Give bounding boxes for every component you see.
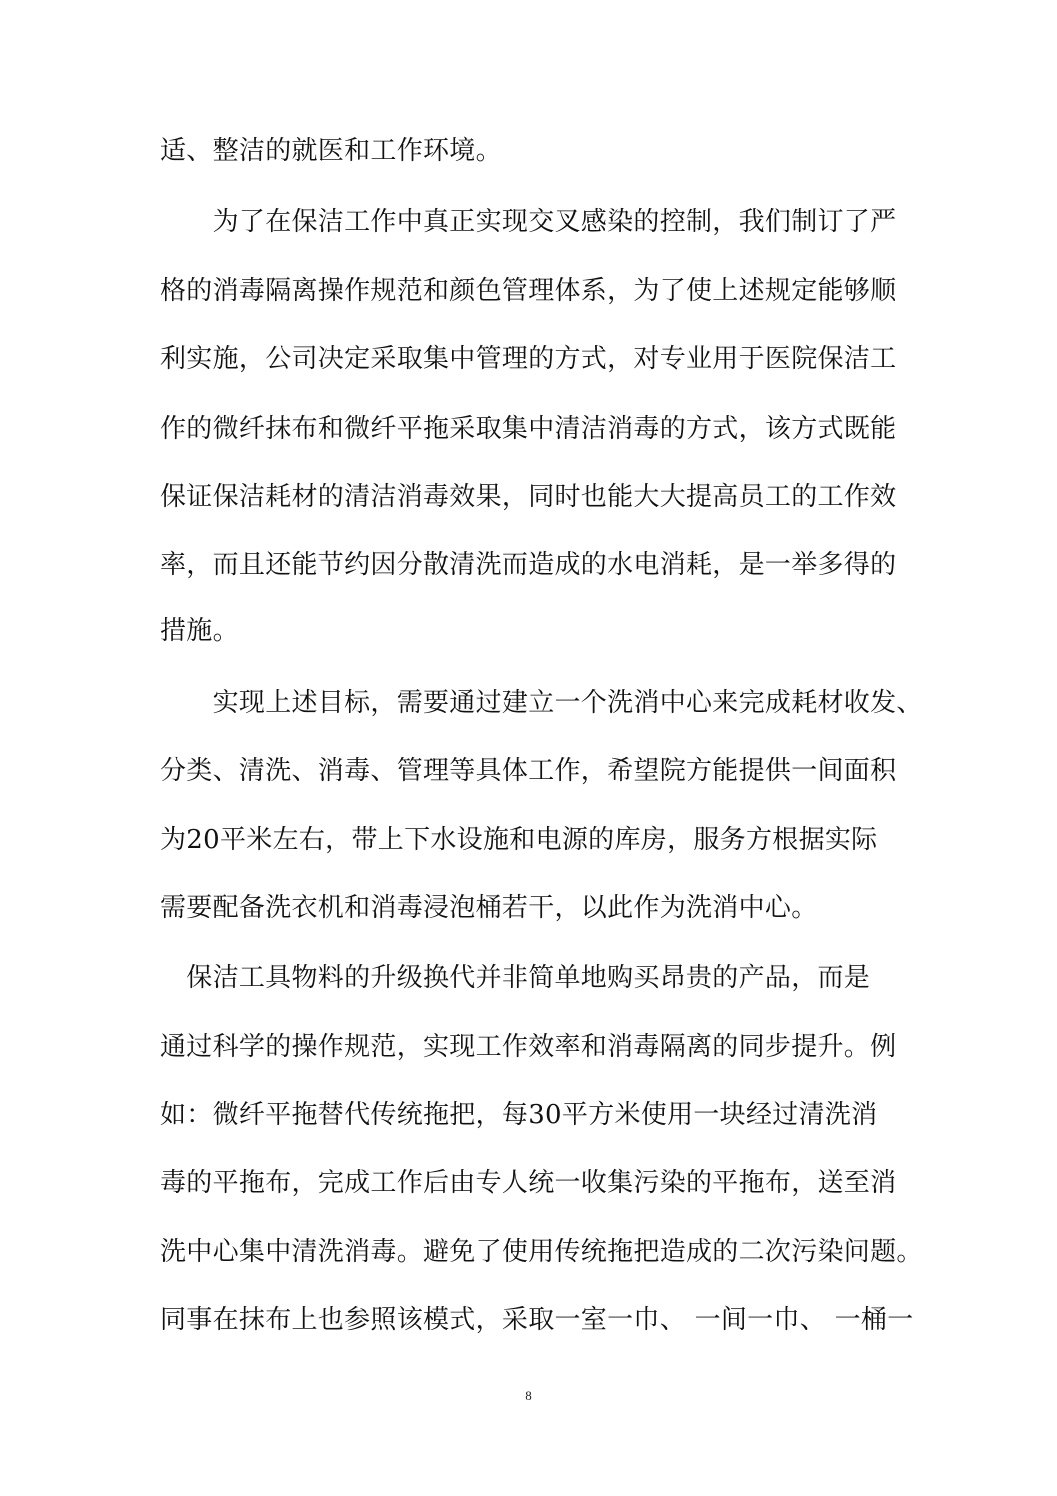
text-line: 措施。	[160, 616, 239, 646]
text-line: 如：微纤平拖替代传统拖把，每30平方米使用一块经过清洗消	[160, 1100, 878, 1130]
text-line: 分类、清洗、消毒、管理等具体工作，希望院方能提供一间面积	[160, 756, 897, 786]
page-number: 8	[525, 1388, 532, 1403]
text-line: 需要配备洗衣机和消毒浸泡桶若干，以此作为洗消中心。	[160, 893, 818, 923]
text-line: 实现上述目标，需要通过建立一个洗消中心来完成耗材收发、	[160, 688, 923, 718]
text-line: 保证保洁耗材的清洁消毒效果，同时也能大大提高员工的工作效	[160, 482, 897, 512]
text-line: 同事在抹布上也参照该模式，采取一室一巾、 一间一巾、 一桶一	[160, 1305, 914, 1335]
text-line: 通过科学的操作规范，实现工作效率和消毒隔离的同步提升。例	[160, 1032, 897, 1062]
text-line: 利实施，公司决定采取集中管理的方式，对专业用于医院保洁工	[160, 344, 897, 374]
text-line: 格的消毒隔离操作规范和颜色管理体系，为了使上述规定能够顺	[160, 276, 897, 306]
text-line: 为20平米左右，带上下水设施和电源的库房，服务方根据实际	[160, 825, 878, 855]
text-line: 保洁工具物料的升级换代并非简单地购买昂贵的产品，而是	[160, 963, 871, 993]
text-line: 作的微纤抹布和微纤平拖采取集中清洁消毒的方式，该方式既能	[160, 414, 897, 444]
text-line: 洗中心集中清洗消毒。避免了使用传统拖把造成的二次污染问题。	[160, 1237, 923, 1267]
text-line: 率，而且还能节约因分散清洗而造成的水电消耗，是一举多得的	[160, 550, 897, 580]
text-line: 为了在保洁工作中真正实现交叉感染的控制，我们制订了严	[160, 207, 897, 237]
text-line: 适、整洁的就医和工作环境。	[160, 136, 502, 166]
text-line: 毒的平拖布，完成工作后由专人统一收集污染的平拖布，送至消	[160, 1168, 897, 1198]
